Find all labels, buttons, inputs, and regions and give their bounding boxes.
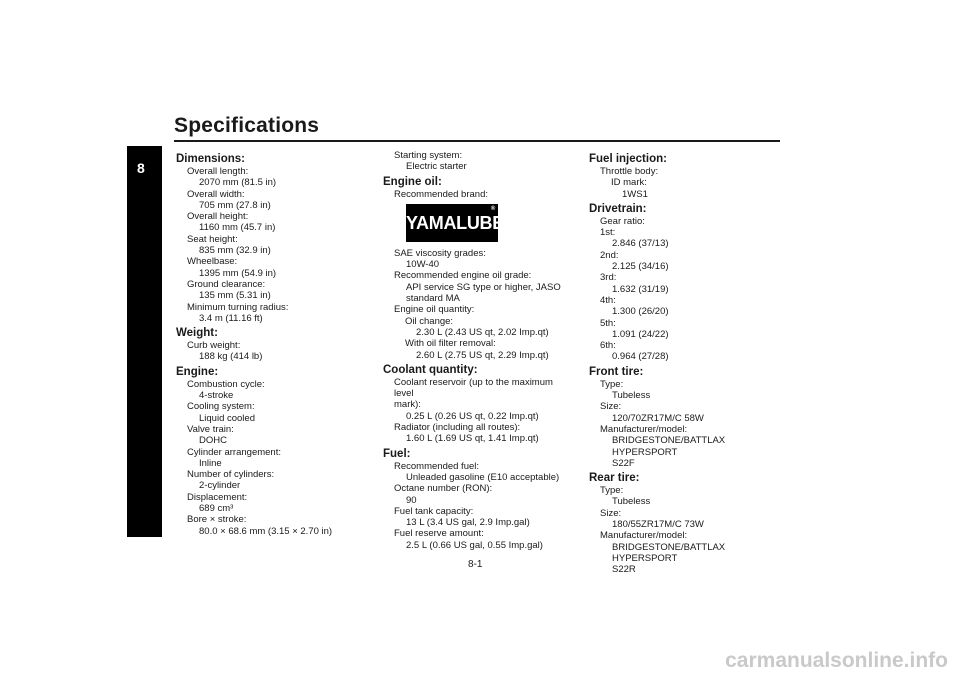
spec-label: Overall width:: [187, 188, 245, 200]
section-weight-title: Weight:: [176, 327, 218, 340]
spec-label: Recommended engine oil grade:: [394, 270, 532, 282]
spec-value: 2.30 L (2.43 US qt, 2.02 Imp.qt): [416, 326, 549, 338]
spec-value: BRIDGESTONE/BATTLAX HYPERSPORT: [612, 435, 726, 458]
spec-label: Type:: [600, 378, 624, 390]
spec-label: Radiator (including all routes):: [394, 422, 521, 434]
spec-label: Coolant reservoir (up to the maximum level: [394, 376, 553, 400]
spec-value: 13 L (3.4 US gal, 2.9 Imp.gal): [406, 517, 530, 529]
spec-label: Displacement:: [187, 491, 248, 503]
spec-value: 1395 mm (54.9 in): [199, 267, 277, 279]
spec-value: 2.846 (37/13): [612, 238, 669, 250]
spec-label: Engine oil quantity:: [394, 304, 475, 316]
spec-value: 3.4 m (11.16 ft): [199, 312, 263, 324]
spec-label: Ground clearance:: [187, 278, 266, 290]
spec-label: Recommended brand:: [394, 188, 488, 200]
page-title: Specifications: [174, 114, 320, 137]
spec-label: Octane number (RON):: [394, 483, 493, 495]
spec-label: Bore × stroke:: [187, 514, 247, 526]
chapter-tab: [127, 146, 162, 537]
spec-label: Cooling system:: [187, 401, 255, 413]
spec-label: 6th:: [600, 340, 616, 352]
spec-label: Overall height:: [187, 211, 249, 223]
spec-value: 705 mm (27.8 in): [199, 199, 271, 211]
spec-column-2: [383, 150, 573, 551]
registered-mark: ®: [490, 205, 495, 212]
spec-label: Manufacturer/model:: [600, 423, 688, 435]
spec-value: 2.60 L (2.75 US qt, 2.29 Imp.qt): [416, 349, 549, 361]
spec-value: 1.60 L (1.69 US qt, 1.41 Imp.qt): [406, 433, 539, 445]
spec-label: Combustion cycle:: [187, 378, 265, 390]
spec-value: Inline: [199, 457, 222, 469]
spec-label: Size:: [600, 507, 622, 519]
section-rear-tire-title: Rear tire:: [589, 472, 640, 485]
spec-value: 835 mm (32.9 in): [199, 245, 271, 257]
spec-label: Number of cylinders:: [187, 469, 275, 481]
spec-value: BRIDGESTONE/BATTLAX HYPERSPORT: [612, 541, 726, 564]
section-fuel-injection-title: Fuel injection:: [589, 153, 667, 165]
spec-value: 10W-40: [406, 259, 440, 271]
spec-label: Seat height:: [187, 233, 238, 245]
section-drivetrain-title: Drivetrain:: [589, 202, 647, 215]
brand-logo-wrap: [383, 204, 573, 242]
spec-label: Fuel reserve amount:: [394, 528, 484, 540]
spec-label: 2nd:: [600, 249, 619, 261]
spec-label: Minimum turning radius:: [187, 301, 289, 313]
spec-value: Tubeless: [612, 390, 651, 402]
spec-label: 5th:: [600, 317, 616, 329]
spec-value: Tubeless: [612, 496, 651, 508]
watermark: carmanualsonline.info: [725, 649, 948, 672]
spec-label: 3rd:: [600, 272, 617, 284]
spec-column-1: [176, 150, 366, 537]
spec-label: Fuel tank capacity:: [394, 505, 474, 517]
spec-value: 0.964 (27/28): [612, 351, 669, 363]
spec-label: Valve train:: [187, 423, 234, 435]
spec-label: Curb weight:: [187, 340, 241, 352]
spec-label: Throttle body:: [600, 166, 659, 177]
spec-value: API service SG type or higher, JASO: [406, 281, 561, 293]
spec-label: Size:: [600, 401, 622, 413]
spec-value: 188 kg (414 lb): [199, 351, 263, 363]
spec-value: 4-stroke: [199, 390, 234, 402]
spec-value: 1.632 (31/19): [612, 283, 669, 295]
title-rule: [174, 140, 780, 142]
spec-value: DOHC: [199, 435, 227, 447]
page-number: 8-1: [468, 559, 483, 570]
spec-label: Starting system:: [394, 150, 463, 161]
section-coolant-title: Coolant quantity:: [383, 363, 478, 376]
spec-value: Liquid cooled: [199, 412, 255, 424]
spec-value: 1WS1: [622, 188, 648, 200]
section-fuel-title: Fuel:: [383, 447, 411, 460]
spec-label: Manufacturer/model:: [600, 530, 688, 542]
spec-sublabel: Oil change:: [405, 315, 454, 327]
spec-value: 2.125 (34/16): [612, 261, 669, 273]
section-dimensions-title: Dimensions:: [176, 153, 246, 165]
spec-value: 2.5 L (0.66 US gal, 0.55 Imp.gal): [406, 539, 543, 551]
spec-value: 689 cm³: [199, 503, 234, 515]
spec-value: S22R: [612, 564, 636, 576]
spec-value: 2-cylinder: [199, 480, 241, 492]
spec-value: 0.25 L (0.26 US qt, 0.22 Imp.qt): [406, 410, 539, 422]
spec-value: 2070 mm (81.5 in): [199, 177, 277, 189]
spec-value: 1160 mm (45.7 in): [199, 222, 276, 234]
spec-value: standard MA: [406, 293, 460, 305]
spec-value: 1.300 (26/20): [612, 306, 669, 318]
spec-value: Electric starter: [406, 161, 467, 173]
spec-value: S22F: [612, 457, 635, 469]
spec-label: Overall length:: [187, 166, 249, 177]
spec-value: 90: [406, 494, 417, 506]
spec-label: Cylinder arrangement:: [187, 446, 281, 458]
spec-label: Recommended fuel:: [394, 460, 480, 472]
section-engine-title: Engine:: [176, 365, 219, 378]
spec-label: 4th:: [600, 294, 616, 306]
chapter-number: 8: [137, 160, 145, 176]
spec-value: Unleaded gasoline (E10 acceptable): [406, 471, 560, 483]
spec-label: Wheelbase:: [187, 256, 238, 268]
spec-value: 80.0 × 68.6 mm (3.15 × 2.70 in): [199, 525, 333, 537]
spec-sublabel: With oil filter removal:: [405, 338, 496, 350]
section-front-tire-title: Front tire:: [589, 365, 644, 378]
section-engine-oil-title: Engine oil:: [383, 175, 442, 188]
spec-label: Type:: [600, 485, 624, 497]
spec-label: 1st:: [600, 227, 616, 239]
yamalube-logo: [406, 204, 504, 242]
yamalube-logo-text: YAMALUBE: [406, 212, 504, 233]
spec-label: Gear ratio:: [600, 215, 645, 227]
spec-label: SAE viscosity grades:: [394, 247, 486, 259]
spec-column-3: [589, 150, 784, 576]
spec-value: 120/70ZR17M/C 58W: [612, 412, 704, 424]
spec-value: 1.091 (24/22): [612, 328, 669, 340]
spec-value: 180/55ZR17M/C 73W: [612, 519, 704, 531]
spec-sublabel: ID mark:: [611, 177, 647, 189]
spec-label: mark):: [394, 399, 421, 411]
spec-value: 135 mm (5.31 in): [199, 290, 271, 302]
